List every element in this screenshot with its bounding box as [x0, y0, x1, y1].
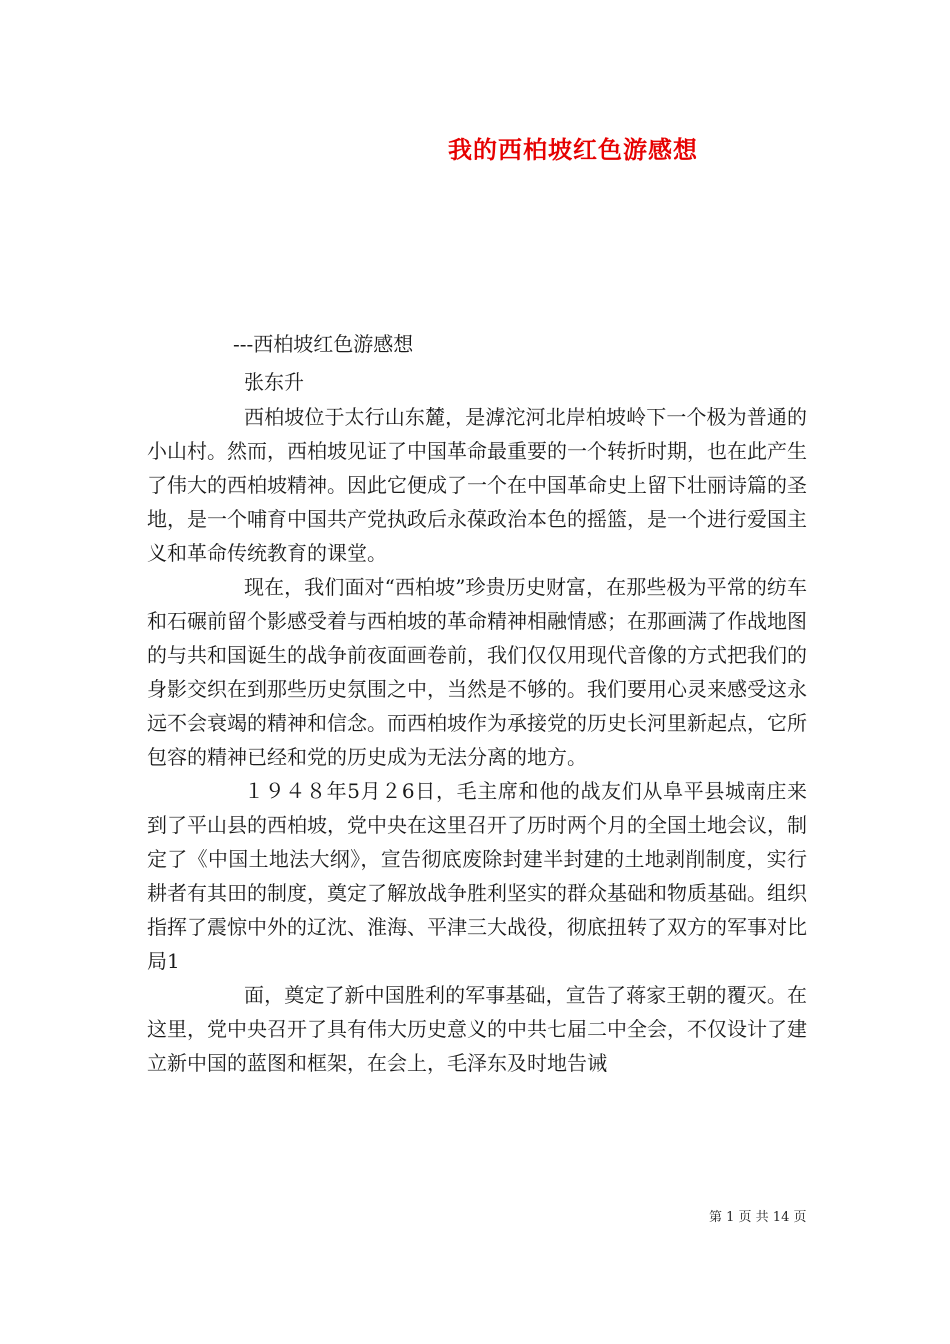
document-subtitle: ---西柏坡红色游感想 — [233, 332, 414, 356]
paragraph: 现在，我们面对“西柏坡”珍贵历史财富，在那些极为平常的纺车和石碾前留个影感受着与西柏坡的革命精神相融情感；在那画满了作战地图的与共和国诞生的战争前夜面画卷前，我们仅仅用现代音像的方式把我们的身影交织在到那些历史氛围之中，当然是不够的。我们要用心灵来感受这永远不会衰竭的精神和信念。而西柏坡作为承接党的历史长河里新起点，它所包容的精神已经和党的历史成为无法分离的地方。 — [147, 575, 807, 769]
document-title: 我的西柏坡红色游感想 — [448, 135, 698, 164]
paragraph: １９４８年5月２6日，毛主席和他的战友们从阜平县城南庄来到了平山县的西柏坡，党中央在这里召开了历时两个月的全国土地会议，制定了《中国土地法大纲》，宣告彻底废除封建半封建的土地剥削制度，实行耕者有其田的制度，奠定了解放战争胜利坚实的群众基础和物质基础。组织指挥了震惊中外的辽沈、淮海、平津三大战役，彻底扭转了双方的军事对比局1 — [147, 779, 807, 973]
page-number-footer: 第 1 页 共 14 页 — [709, 1210, 807, 1225]
body-text — [147, 400, 807, 1080]
paragraph: 西柏坡位于太行山东麓，是滹沱河北岸柏坡岭下一个极为普通的小山村。然而，西柏坡见证了中国革命最重要的一个转折时期，也在此产生了伟大的西柏坡精神。因此它便成了一个在中国革命史上留下壮丽诗篇的圣地，是一个哺育中国共产党执政后永葆政治本色的摇篮，是一个进行爱国主义和革命传统教育的课堂。 — [147, 405, 807, 565]
author-name: 张东升 — [244, 370, 304, 394]
paragraph: 面，奠定了新中国胜利的军事基础，宣告了蒋家王朝的覆灭。在这里，党中央召开了具有伟大历史意义的中共七届二中全会，不仅设计了建立新中国的蓝图和框架，在会上，毛泽东及时地告诫 — [147, 983, 807, 1075]
